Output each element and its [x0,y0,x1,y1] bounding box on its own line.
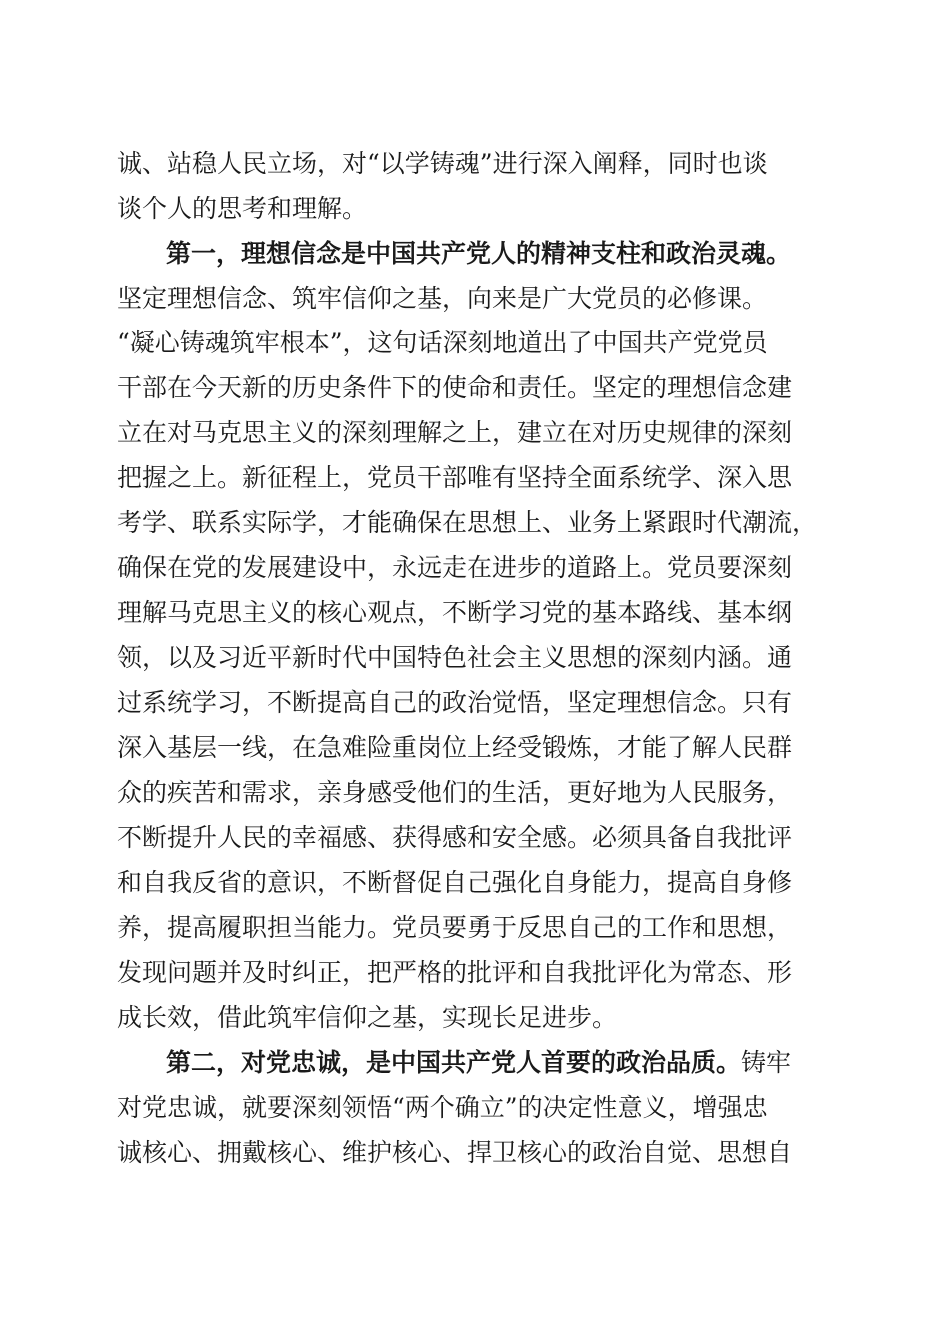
section-two-heading-line [166,1045,882,1081]
text-line-23: 诚核心、拥戴核心、维护核心、捍卫核心的政治自觉、思想自 [117,1138,793,1167]
text-line-6: 干部在今天新的历史条件下的使命和责任。坚定的理想信念建 [117,373,793,402]
text-line-13: 过系统学习，不断提高自己的政治觉悟，坚定理想信念。只有 [117,688,793,717]
text-line-12: 领，以及习近平新时代中国特色社会主义思想的深刻内涵。通 [117,643,793,672]
text-line-20: 成长效，借此筑牢信仰之基，实现长足进步。 [117,1003,618,1032]
text-line-14: 深入基层一线，在急难险重岗位上经受锻炼，才能了解人民群 [117,733,793,762]
section-two-heading-tail: 铸牢 [741,1048,792,1077]
text-line-11: 理解马克思主义的核心观点，不断学习党的基本路线、基本纲 [117,598,793,627]
text-line-5: “凝心铸魂筑牢根本”，这句话深刻地道出了中国共产党党员 [117,328,768,357]
text-line-22: 对党忠诚，就要深刻领悟“两个确立”的决定性意义，增强忠 [117,1093,768,1122]
text-line-7: 立在对马克思主义的深刻理解之上，建立在对历史规律的深刻 [117,418,793,447]
text-line-9: 考学、联系实际学，才能确保在思想上、业务上紧跟时代潮流， [117,508,818,537]
text-line-17: 和自我反省的意识，不断督促自己强化自身能力，提高自身修 [117,868,793,897]
text-line-16: 不断提升人民的幸福感、获得感和安全感。必须具备自我批评 [117,823,793,852]
section-two-heading: 第二，对党忠诚，是中国共产党人首要的政治品质。 [166,1048,742,1077]
text-line-2: 谈个人的思考和理解。 [117,194,368,223]
text-line-18: 养，提高履职担当能力。党员要勇于反思自己的工作和思想， [117,913,793,942]
text-line-10: 确保在党的发展建设中，永远走在进步的道路上。党员要深刻 [117,553,793,582]
text-line-1: 诚、站稳人民立场，对“以学铸魂”进行深入阐释，同时也谈 [117,149,768,178]
text-line-19: 发现问题并及时纠正，把严格的批评和自我批评化为常态、形 [117,958,793,987]
section-one-heading: 第一，理想信念是中国共产党人的精神支柱和政治灵魂。 [166,239,792,268]
text-line-15: 众的疾苦和需求，亲身感受他们的生活，更好地为人民服务， [117,778,793,807]
text-line-4: 坚定理想信念、筑牢信仰之基，向来是广大党员的必修课。 [117,284,768,313]
text-line-8: 把握之上。新征程上，党员干部唯有坚持全面系统学、深入思 [117,463,793,492]
